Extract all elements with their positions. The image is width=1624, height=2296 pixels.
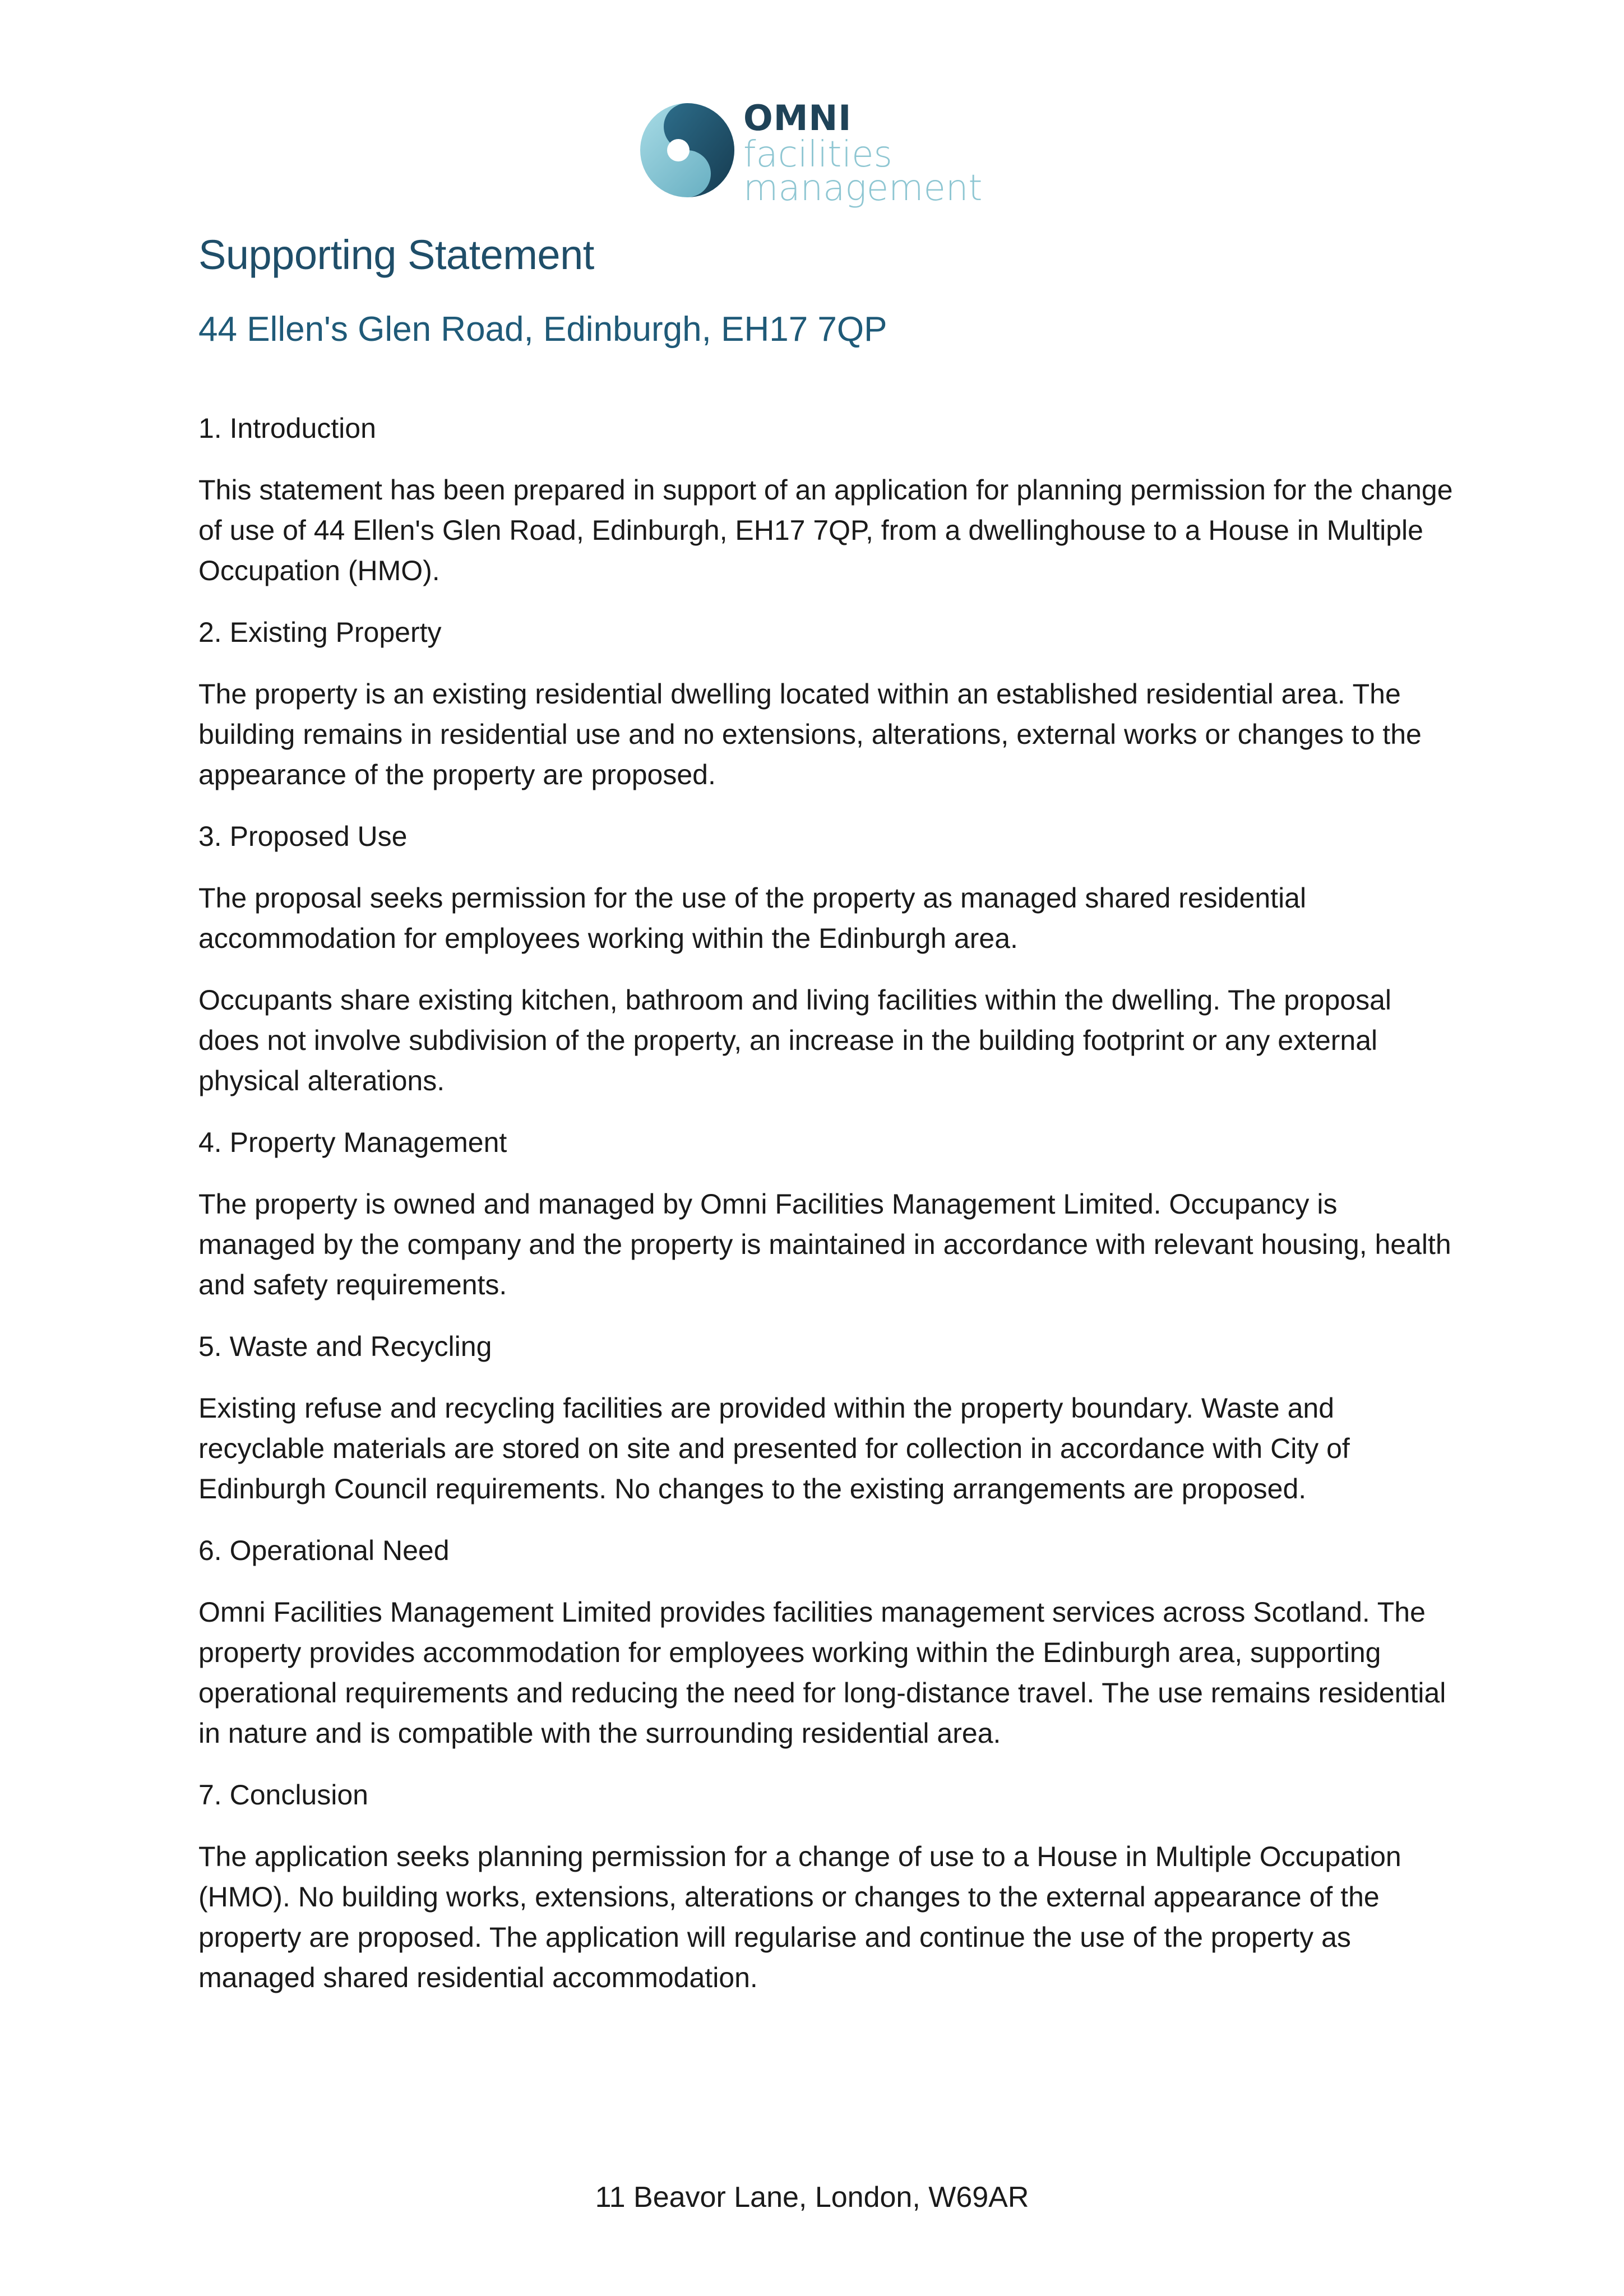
- omni-logo-icon: [639, 102, 735, 198]
- company-logo: [639, 98, 998, 209]
- section-conclusion: [198, 1775, 1454, 1998]
- section-property-management: [198, 1122, 1454, 1305]
- section-paragraph: The property is an existing residential dwelling located within an established residential area. The building remains in residential use and no extensions, alterations, external works or changes to the appearance of the property are proposed.: [198, 678, 1422, 790]
- document-subtitle: 44 Ellen's Glen Road, Edinburgh, EH17 7QP: [198, 310, 887, 349]
- section-heading: 6. Operational Need: [198, 1535, 450, 1566]
- footer-address: 11 Beavor Lane, London, W69AR: [595, 2181, 1029, 2214]
- section-paragraph: Existing refuse and recycling facilities are provided within the property boundary. Waste and recyclable materials are stored on site and presented for collection in accordance with City of Edinburgh Council requirements. No changes to the existing arrangements are proposed.: [198, 1392, 1350, 1505]
- document-title: Supporting Statement: [198, 232, 594, 278]
- section-heading: 5. Waste and Recycling: [198, 1331, 492, 1362]
- section-paragraph: The proposal seeks permission for the use of the property as managed shared residential accommodation for employees working within the Edinburgh area.: [198, 882, 1307, 954]
- section-heading: 7. Conclusion: [198, 1779, 368, 1811]
- section-heading: 1. Introduction: [198, 413, 376, 444]
- section-heading: 2. Existing Property: [198, 617, 442, 648]
- logo-wordmark-management: management: [743, 168, 983, 209]
- section-paragraph: This statement has been prepared in support of an application for planning permission for the change of use of 44 Ellen's Glen Road, Edinburgh, EH17 7QP, from a dwellinghouse to a House in Multiple Occupation (HMO).: [198, 474, 1453, 586]
- section-heading: 4. Property Management: [198, 1127, 507, 1158]
- document-body: [198, 408, 1454, 2019]
- section-operational-need: [198, 1530, 1454, 1753]
- section-paragraph: The property is owned and managed by Omni Facilities Management Limited. Occupancy is managed by the company and the property is maintained in accordance with relevant housing, health and safety requirements.: [198, 1188, 1451, 1300]
- section-waste-and-recycling: [198, 1326, 1454, 1509]
- section-paragraph: Occupants share existing kitchen, bathroom and living facilities within the dwelling. The proposal does not involve subdivision of the property, an increase in the building footprint or any external physical alterations.: [198, 984, 1392, 1096]
- logo-wordmark-facilities: facilities: [743, 134, 892, 175]
- logo-wordmark-omni: OMNI: [743, 98, 852, 138]
- section-existing-property: [198, 612, 1454, 795]
- section-introduction: [198, 408, 1454, 591]
- section-proposed-use: [198, 816, 1454, 1101]
- section-paragraph: Omni Facilities Management Limited provides facilities management services across Scotland. The property provides accommodation for employees working within the Edinburgh area, supporting operational requirements and reducing the need for long-distance travel. The use remains residential in nature and is compatible with the surrounding residential area.: [198, 1596, 1446, 1749]
- section-heading: 3. Proposed Use: [198, 821, 408, 852]
- section-paragraph: The application seeks planning permission for a change of use to a House in Multiple Occupation (HMO). No building works, extensions, alterations or changes to the external appearance of the property are proposed. The application will regularise and continue the use of the property as managed shared residential accommodation.: [198, 1841, 1401, 1993]
